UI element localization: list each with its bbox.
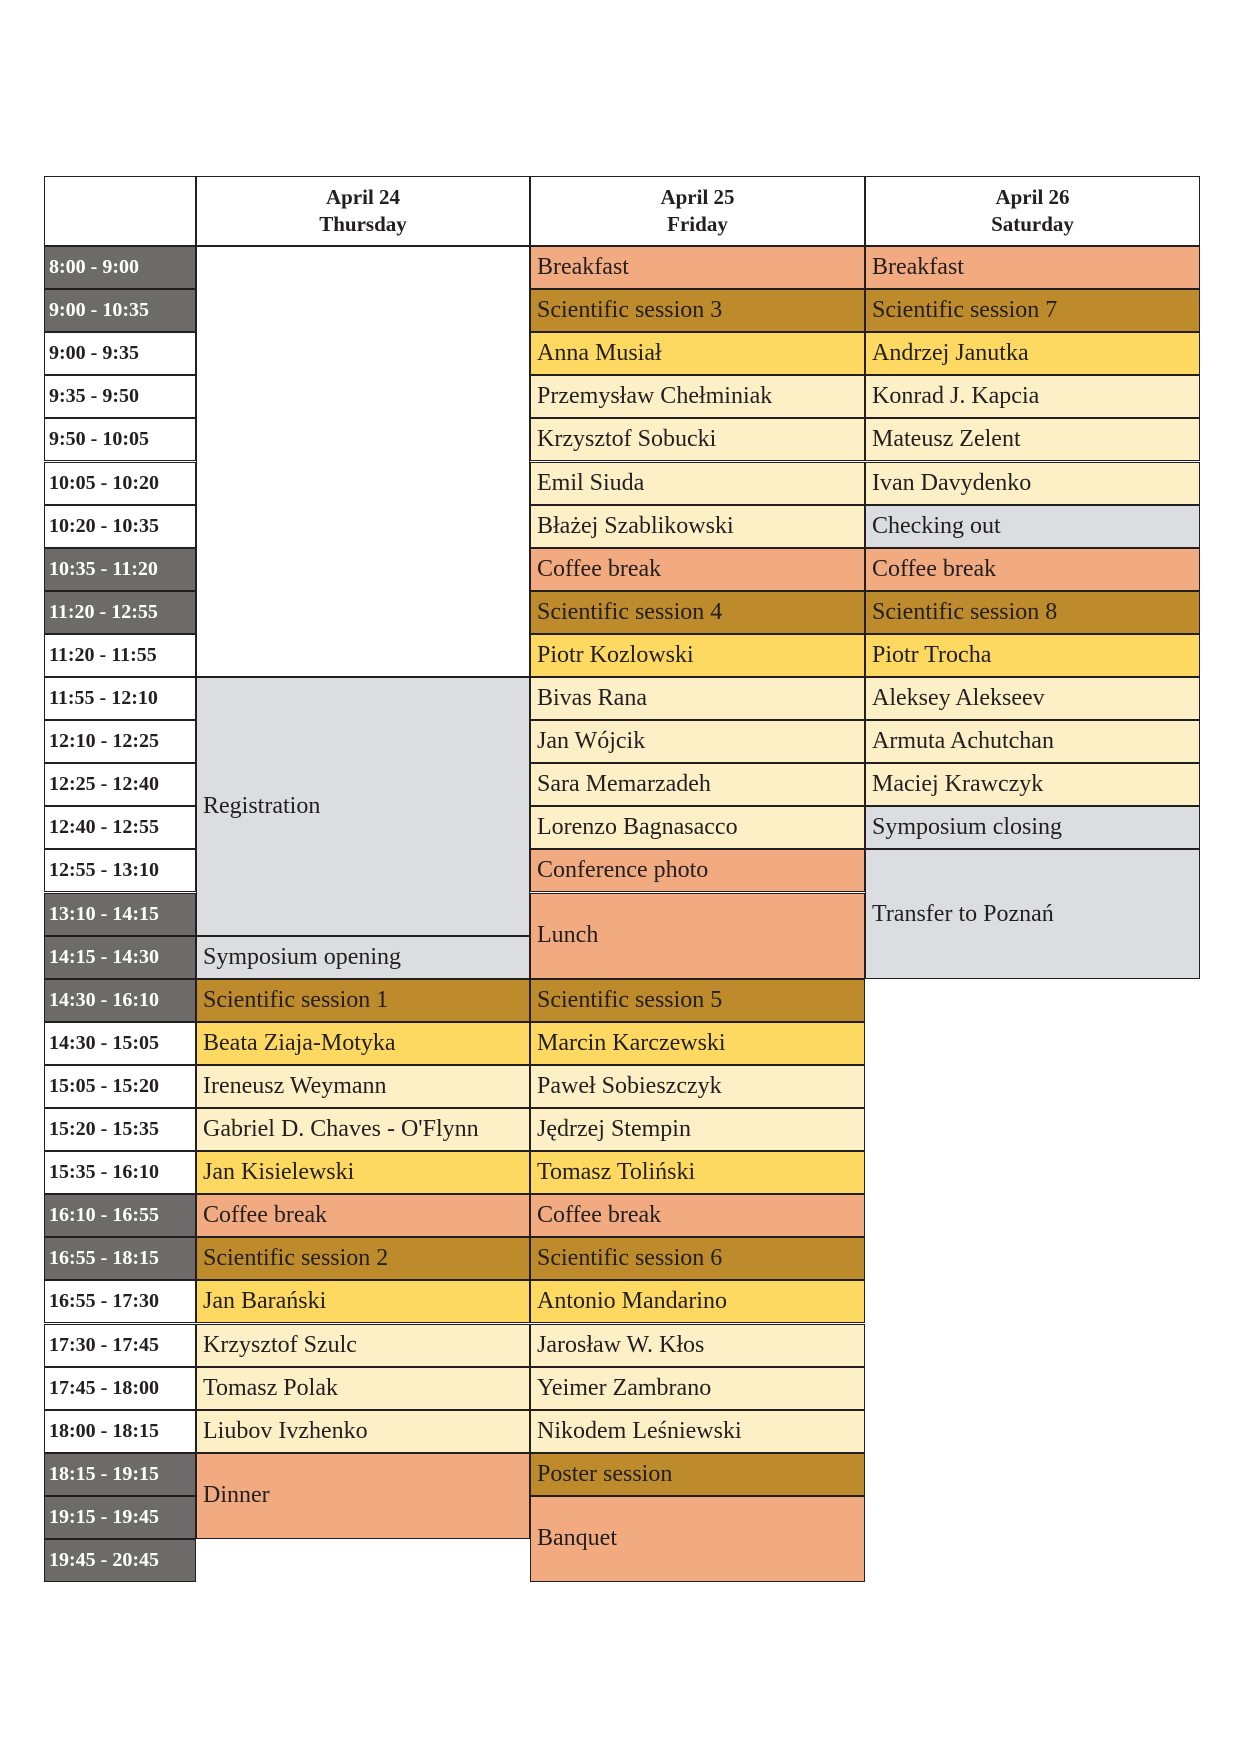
time-slot: 16:10 - 16:55: [44, 1194, 196, 1237]
event-break-friday: Banquet: [530, 1496, 865, 1582]
event-talk-thursday: Liubov Ivzhenko: [196, 1410, 530, 1453]
event-talk-friday: Jarosław W. Kłos: [530, 1324, 865, 1367]
time-slot: 12:25 - 12:40: [44, 763, 196, 806]
time-slot: 14:30 - 15:05: [44, 1022, 196, 1065]
event-talk-friday: Nikodem Leśniewski: [530, 1410, 865, 1453]
time-slot: 11:55 - 12:10: [44, 677, 196, 720]
event-talk-friday: Yeimer Zambrano: [530, 1367, 865, 1410]
event-chair-saturday: Andrzej Janutka: [865, 332, 1200, 375]
event-talk-friday: Błażej Szablikowski: [530, 505, 865, 548]
event-chair-thursday: Jan Barański: [196, 1280, 530, 1323]
event-talk-saturday: Maciej Krawczyk: [865, 763, 1200, 806]
time-slot: 11:20 - 11:55: [44, 634, 196, 677]
event-talk-friday: Sara Memarzadeh: [530, 763, 865, 806]
time-slot: 17:45 - 18:00: [44, 1367, 196, 1410]
time-slot: 10:05 - 10:20: [44, 462, 196, 505]
day-header-saturday: [865, 176, 1200, 246]
time-slot: 16:55 - 17:30: [44, 1280, 196, 1323]
day-header-thursday: [196, 176, 530, 246]
event-talk-saturday: Ivan Davydenko: [865, 462, 1200, 505]
time-slot: 14:15 - 14:30: [44, 936, 196, 979]
event-break-friday: Coffee break: [530, 1194, 865, 1237]
header-corner: [44, 176, 196, 246]
event-grey-saturday: Symposium closing: [865, 806, 1200, 849]
event-talk-saturday: Armuta Achutchan: [865, 720, 1200, 763]
event-session-friday: Scientific session 4: [530, 591, 865, 634]
event-chair-thursday: Beata Ziaja-Motyka: [196, 1022, 530, 1065]
time-slot: 18:15 - 19:15: [44, 1453, 196, 1496]
event-talk-thursday: Gabriel D. Chaves - O'Flynn: [196, 1108, 530, 1151]
event-chair-saturday: Piotr Trocha: [865, 634, 1200, 677]
time-slot: 17:30 - 17:45: [44, 1324, 196, 1367]
time-slot: 12:40 - 12:55: [44, 806, 196, 849]
time-slot: 8:00 - 9:00: [44, 246, 196, 289]
time-slot: 9:35 - 9:50: [44, 375, 196, 418]
event-talk-friday: Emil Siuda: [530, 462, 865, 505]
event-talk-thursday: Ireneusz Weymann: [196, 1065, 530, 1108]
day-date: April 25: [660, 185, 735, 209]
time-slot: 19:15 - 19:45: [44, 1496, 196, 1539]
event-break-thursday: Coffee break: [196, 1194, 530, 1237]
time-slot: 12:10 - 12:25: [44, 720, 196, 763]
event-session-saturday: Scientific session 7: [865, 289, 1200, 332]
event-talk-saturday: Konrad J. Kapcia: [865, 375, 1200, 418]
event-talk-friday: Bivas Rana: [530, 677, 865, 720]
event-session-friday: Scientific session 6: [530, 1237, 865, 1280]
day-header-friday: [530, 176, 865, 246]
event-chair-thursday: Jan Kisielewski: [196, 1151, 530, 1194]
day-weekday: Thursday: [319, 212, 407, 236]
event-talk-friday: Paweł Sobieszczyk: [530, 1065, 865, 1108]
time-slot: 9:00 - 9:35: [44, 332, 196, 375]
time-slot: 11:20 - 12:55: [44, 591, 196, 634]
time-slot: 9:00 - 10:35: [44, 289, 196, 332]
event-chair-friday: Tomasz Toliński: [530, 1151, 865, 1194]
event-session-thursday: Scientific session 2: [196, 1237, 530, 1280]
event-session-friday: Scientific session 3: [530, 289, 865, 332]
time-slot: 9:50 - 10:05: [44, 418, 196, 461]
event-session-friday: Poster session: [530, 1453, 865, 1496]
event-session-thursday: Scientific session 1: [196, 979, 530, 1022]
event-break-saturday: Breakfast: [865, 246, 1200, 289]
event-chair-friday: Piotr Kozlowski: [530, 634, 865, 677]
event-talk-thursday: Tomasz Polak: [196, 1367, 530, 1410]
event-chair-friday: Marcin Karczewski: [530, 1022, 865, 1065]
event-break-friday: Conference photo: [530, 849, 865, 892]
time-slot: 10:20 - 10:35: [44, 505, 196, 548]
schedule-table: [44, 176, 1200, 1588]
time-slot: 18:00 - 18:15: [44, 1410, 196, 1453]
time-slot: 10:35 - 11:20: [44, 548, 196, 591]
time-slot: 19:45 - 20:45: [44, 1539, 196, 1582]
event-chair-friday: Anna Musiał: [530, 332, 865, 375]
event-chair-friday: Antonio Mandarino: [530, 1280, 865, 1323]
time-slot: 15:35 - 16:10: [44, 1151, 196, 1194]
event-session-friday: Scientific session 5: [530, 979, 865, 1022]
time-slot: 14:30 - 16:10: [44, 979, 196, 1022]
event-grey-saturday: Checking out: [865, 505, 1200, 548]
time-slot: 16:55 - 18:15: [44, 1237, 196, 1280]
day-date: April 24: [325, 185, 401, 209]
event-break-friday: Lunch: [530, 893, 865, 979]
event-talk-friday: Przemysław Chełminiak: [530, 375, 865, 418]
event-talk-friday: Jędrzej Stempin: [530, 1108, 865, 1151]
event-talk-friday: Krzysztof Sobucki: [530, 418, 865, 461]
event-grey-saturday: Transfer to Poznań: [865, 849, 1200, 978]
time-slot: 15:05 - 15:20: [44, 1065, 196, 1108]
time-slot: 12:55 - 13:10: [44, 849, 196, 892]
day-weekday: Friday: [667, 212, 728, 236]
event-talk-saturday: Aleksey Alekseev: [865, 677, 1200, 720]
event-grey-thursday: Symposium opening: [196, 936, 530, 979]
day-date: April 26: [995, 185, 1070, 209]
event-break-friday: Breakfast: [530, 246, 865, 289]
event-break-saturday: Coffee break: [865, 548, 1200, 591]
event-session-saturday: Scientific session 8: [865, 591, 1200, 634]
event-talk-friday: Lorenzo Bagnasacco: [530, 806, 865, 849]
event-talk-saturday: Mateusz Zelent: [865, 418, 1200, 461]
time-slot: 15:20 - 15:35: [44, 1108, 196, 1151]
day-weekday: Saturday: [991, 212, 1074, 236]
event-grey-thursday: Registration: [196, 677, 530, 936]
event-break-friday: Coffee break: [530, 548, 865, 591]
time-slot: 13:10 - 14:15: [44, 893, 196, 936]
event-talk-thursday: Krzysztof Szulc: [196, 1324, 530, 1367]
empty-block-thursday: [196, 246, 530, 677]
event-talk-friday: Jan Wójcik: [530, 720, 865, 763]
event-break-thursday: Dinner: [196, 1453, 530, 1539]
